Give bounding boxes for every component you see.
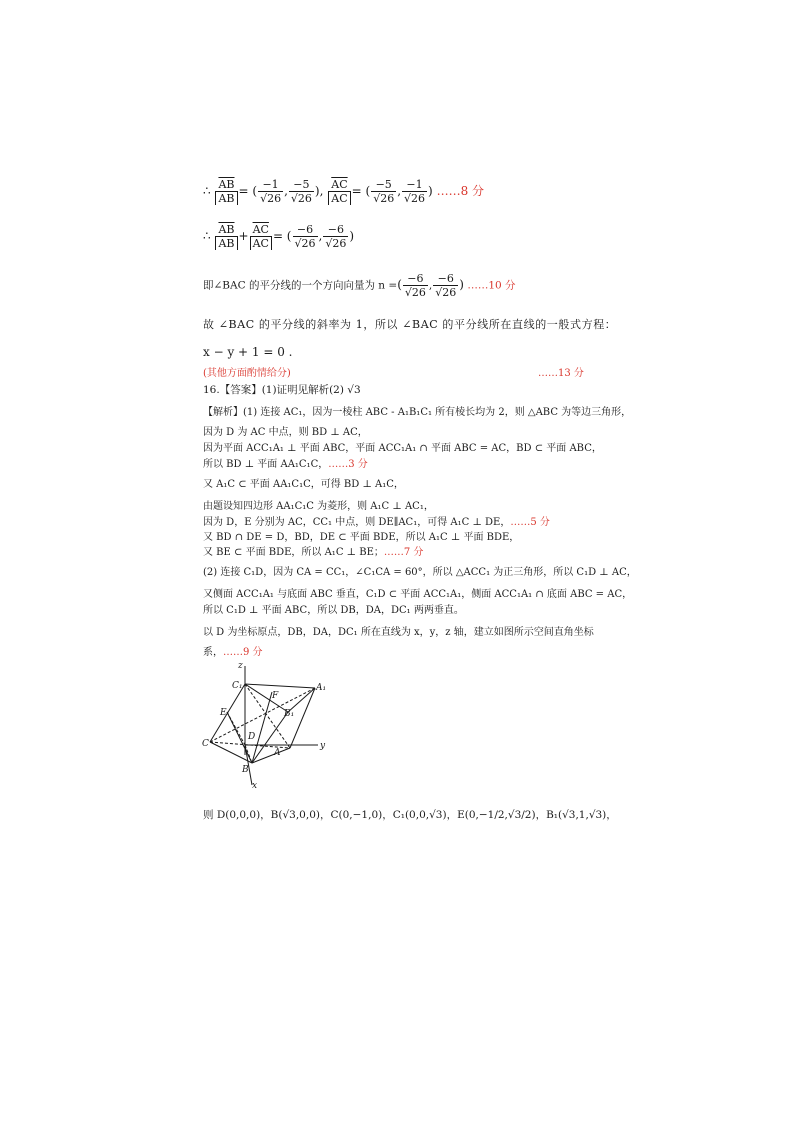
label-b1: B₁ <box>284 709 295 719</box>
solution-line-2: 因为 D 为 AC 中点，则 BD ⊥ AC， <box>203 427 368 438</box>
direction-vector-line: 即∠BAC 的平分线的一个方向向量为 n =( $\frac{-6}{√26}$ , $\frac{-6}{√26}$ ) ……10 分 <box>203 272 516 299</box>
solution-line-8: 又 BD ∩ DE = D，BD，DE ⊂ 平面 BDE，所以 A₁C ⊥ 平面 BDE， <box>203 532 520 543</box>
solution-line-14: 系，……9 分 <box>203 647 263 658</box>
score-10: ……10 分 <box>467 279 516 292</box>
label-y: y <box>320 741 326 751</box>
solution-line-5: 又 A₁C ⊂ 平面 AA₁C₁C，可得 BD ⊥ A₁C， <box>203 479 404 490</box>
other-methods-note: (其他方面酌情给分) <box>203 368 291 379</box>
solution-line-6: 由题设知四边形 AA₁C₁C 为菱形，则 A₁C ⊥ AC₁， <box>203 501 434 512</box>
vector-unit-line: ∴ $\frac{\overline{AB}}{AB}$ = ( $\frac{-1}{√26}$ , $\frac{-5}{√26}$ ), $\frac{\overline{AC}}{AC}$ = ( $\frac{-5}{√26}$ , $\frac{-1}{√26}$ ) ……8 分 <box>203 178 485 205</box>
unit-ac-fraction: $\frac{\overline{AC}}{AC}$ <box>328 178 350 205</box>
solution-line-13: 以 D 为坐标原点，DB，DA，DC₁ 所在直线为 x，y，z 轴，建立如图所示空间直角坐标 <box>203 627 594 638</box>
label-c1: C₁ <box>232 681 243 691</box>
answer-16: 16.【答案】(1)证明见解析(2) √3 <box>203 384 361 396</box>
solution-line-7: 因为 D，E 分别为 AC，CC₁ 中点，则 DE∥AC₁，可得 A₁C ⊥ DE，……5 分 <box>203 517 550 528</box>
label-a1: A₁ <box>316 683 327 693</box>
label-z: z <box>238 661 243 671</box>
score-5: ……5 分 <box>510 517 550 528</box>
score-8: ……8 分 <box>436 184 485 198</box>
label-b: B <box>242 765 249 775</box>
solution-line-9: 又 BE ⊂ 平面 BDE，所以 A₁C ⊥ BE；……7 分 <box>203 547 424 558</box>
score-13: ……13 分 <box>538 368 584 379</box>
score-7: ……7 分 <box>383 547 424 558</box>
solution-line-12: 所以 C₁D ⊥ 平面 ABC，所以 DB，DA，DC₁ 两两垂直。 <box>203 605 464 616</box>
slope-conclusion: 故 ∠BAC 的平分线的斜率为 1，所以 ∠BAC 的平分线所在直线的一般式方程： <box>203 318 617 331</box>
solution-line-1: 【解析】(1) 连接 AC₁，因为一棱柱 ABC - A₁B₁C₁ 所有棱长均为 2，则 △ABC 为等边三角形， <box>203 407 632 418</box>
vector-sum-line: ∴ $\frac{\overline{AB}}{AB}$ + $\frac{\overline{AC}}{AC}$ = ( $\frac{-6}{√26}$ , $\frac{-6}{√26}$ ) <box>203 223 355 250</box>
score-3: ……3 分 <box>328 459 368 470</box>
unit-ab-fraction: $\frac{\overline{AB}}{AB}$ <box>215 178 237 205</box>
solution-line-3: 因为平面 ACC₁A₁ ⊥ 平面 ABC，平面 ACC₁A₁ ∩ 平面 ABC = AC，BD ⊂ 平面 ABC， <box>203 443 602 454</box>
line-equation: x − y + 1 = 0 . <box>203 345 293 359</box>
solution-line-4: 所以 BD ⊥ 平面 AA₁C₁C，……3 分 <box>203 459 368 470</box>
label-e: E <box>220 708 227 718</box>
solution-line-10: (2) 连接 C₁D，因为 CA = CC₁，∠C₁CA = 60°，所以 △ACC₁ 为正三角形，所以 C₁D ⊥ AC， <box>203 567 637 578</box>
score-9: ……9 分 <box>223 647 263 658</box>
label-a: A <box>274 748 281 758</box>
label-d: D <box>248 732 256 742</box>
prism-diagram <box>200 660 340 790</box>
coordinates-line: 则 D(0,0,0)，B(√3,0,0)，C(0,−1,0)，C₁(0,0,√3)，E(0,−1/2,√3/2)，B₁(√3,1,√3)， <box>203 809 617 821</box>
label-x: x <box>252 781 258 790</box>
solution-line-11: 又侧面 ACC₁A₁ 与底面 ABC 垂直，C₁D ⊂ 平面 ACC₁A₁，侧面 ACC₁A₁ ∩ 底面 ABC = AC， <box>203 589 633 600</box>
label-f: F <box>272 691 279 701</box>
therefore-symbol: ∴ <box>203 184 211 198</box>
label-c: C <box>202 739 209 749</box>
